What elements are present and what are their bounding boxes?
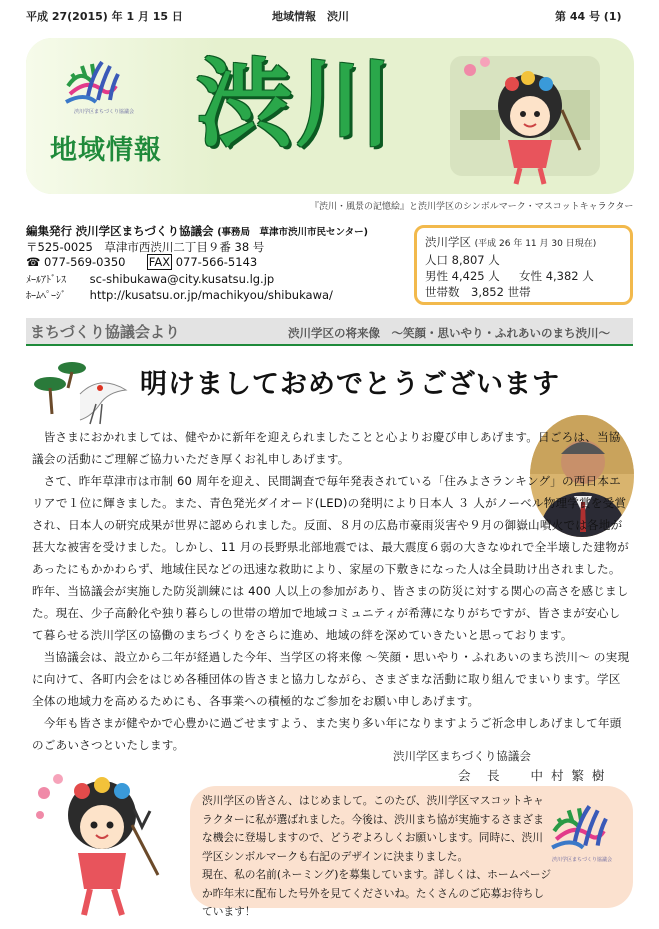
body-paragraph: 今年も皆さまが健やかで心豊かに過ごせますよう、また実り多い年になりますようご祈念申しあげまして年頭のごあいさつといたします。 (32, 716, 622, 752)
publisher-office: (事務局 草津市渋川市民センター) (217, 227, 369, 238)
fax-label: FAX (148, 255, 171, 269)
publisher-label: 編集発行 (26, 224, 72, 238)
signature-chair: 会 長 中 村 繁 樹 (458, 768, 607, 783)
population-box (414, 225, 633, 305)
symbol-mark-logo-small (548, 800, 608, 858)
mascot-illustration-icon (450, 50, 600, 190)
new-year-greeting: 明けましておめでとうございます (140, 369, 560, 400)
web-line (26, 287, 333, 302)
mascot-message (202, 792, 552, 922)
body-paragraph: 当協議会は、設立から二年が経過した今年、当学区の将来像 ～笑顔・思いやり・ふれあいのまち渋川～ の実現に向けて、各町内会をはじめ各種団体の皆さまと協力しながら、さまざまな活動に取り組んでまいります。学区全体の地域力を高めるためにも、各事業への積極的なご参加をお願い申しあげます。 (32, 650, 630, 708)
section-heading: まちづくり協議会より (30, 323, 180, 341)
logo-caption: 渋川学区まちづくり協議会 (74, 109, 134, 115)
pine-crane-icon (30, 354, 130, 426)
main-title: 渋川 (196, 48, 396, 160)
issue-date: 平成 27(2015) 年 1 月 15 日 (26, 10, 183, 23)
mail-address[interactable]: sc-shibukawa@city.kusatsu.lg.jp (89, 272, 275, 286)
mascot-message-paragraph: 渋川学区の皆さん、はじめまして。このたび、渋川学区マスコットキャラクターに私が選ばれました。今後は、渋川まち協が実施するさまざまな機会に登場しますので、どうぞよろしくお願いします。同時に、渋川学区シンボルマークも右記のデザインに決まりました。 (202, 794, 544, 863)
postal-address: 〒525-0025 草津市西渋川二丁目９番 38 号 (26, 240, 265, 254)
population-as-of: (平成 26 年 11 月 30 日現在) (474, 239, 597, 249)
population-female: 女性 4,382 人 (519, 269, 594, 283)
body-paragraph: さて、昨年草津市は市制 60 周年を迎え、民間調査で毎年発表されている「住みよさランキング」の西日本エリアで１位に輝きました。また、青色発光ダイオード(LED)の発明により日本人 ３ 人がノーベル物理学賞を受賞され、日本人の研究成果が世界に認められました。反面、８月の広島市豪雨災害や９月の御嶽山噴火では各地が甚大な被害を受けました。しかし、11 月の長野県北部地震では、最大震度６弱の大きなゆれで全半壊した建物があったにもかかわらず、地域住民などの迅速な救助により、家屋の下敷きになった人は全員助け出されました。昨年、当協議会が実施した防災訓練には 400 人以上の参加があり、皆さまの防災に対する関心の高さを感じました。現在、少子高齢化や独り暮らしの世帯の増加で地域コミュニティが希薄になりがちですが、皆さまが安心して暮らせる渋川学区の協働のまちづくりをさらに進め、地域の絆を深めていきたいと思っております。 (32, 474, 629, 642)
mail-label: ﾒｰﾙｱﾄﾞﾚｽ (26, 275, 66, 286)
publisher-org: 渋川学区まちづくり協議会 (75, 224, 214, 238)
banner-fade (26, 38, 216, 194)
fax-number: 077-566-5143 (175, 255, 258, 269)
population-title: 渋川学区 (425, 235, 471, 249)
header-center-title: 地域情報 渋川 (272, 10, 349, 23)
section-vision: 渋川学区の将来像 ～笑顔・思いやり・ふれあいのまち渋川～ (288, 326, 610, 340)
logo-caption-small: 渋川学区まちづくり協議会 (552, 857, 612, 863)
issue-number: 第 44 号 (1) (555, 10, 622, 23)
mail-line (26, 271, 274, 286)
population-households: 世帯数 3,852 世帯 (425, 285, 531, 299)
mascot-message-paragraph: 現在、私の名前(ネーミング)を募集しています。詳しくは、ホームページか昨年末に配布した号外を見てくださいね。たくさんのご応募お待ちしています！ (202, 868, 552, 918)
population-gender-line (425, 268, 622, 284)
signature-org: 渋川学区まちづくり協議会 (393, 749, 531, 763)
population-total: 人口 8,807 人 (425, 253, 500, 267)
contact-phone-line (26, 255, 257, 269)
population-male: 男性 4,425 人 (425, 269, 500, 283)
website-link[interactable]: http://kusatsu.or.jp/machikyou/shibukawa/ (89, 288, 333, 302)
publisher-line (26, 223, 368, 239)
region-title: 地域情報 (50, 135, 162, 166)
body-paragraph: 皆さまにおかれましては、健やかに新年を迎えられましたことと心よりお慶び申しあげます。日ごろは、当協議会の活動にご理解ご協力いただき厚くお礼申しあげます。 (32, 430, 621, 466)
section-divider (26, 344, 633, 346)
population-title-line (425, 234, 622, 252)
phone-number: ☎ 077-569-0350 (26, 255, 126, 269)
greeting-body (32, 426, 632, 756)
symbol-mark-logo (62, 56, 120, 112)
mascot-character-icon (30, 765, 190, 925)
web-label: ﾎｰﾑﾍﾟｰｼﾞ (26, 291, 66, 302)
banner-caption: 『渋川・風景の記憶絵』と渋川学区のシンボルマーク・マスコットキャラクター (310, 202, 634, 212)
